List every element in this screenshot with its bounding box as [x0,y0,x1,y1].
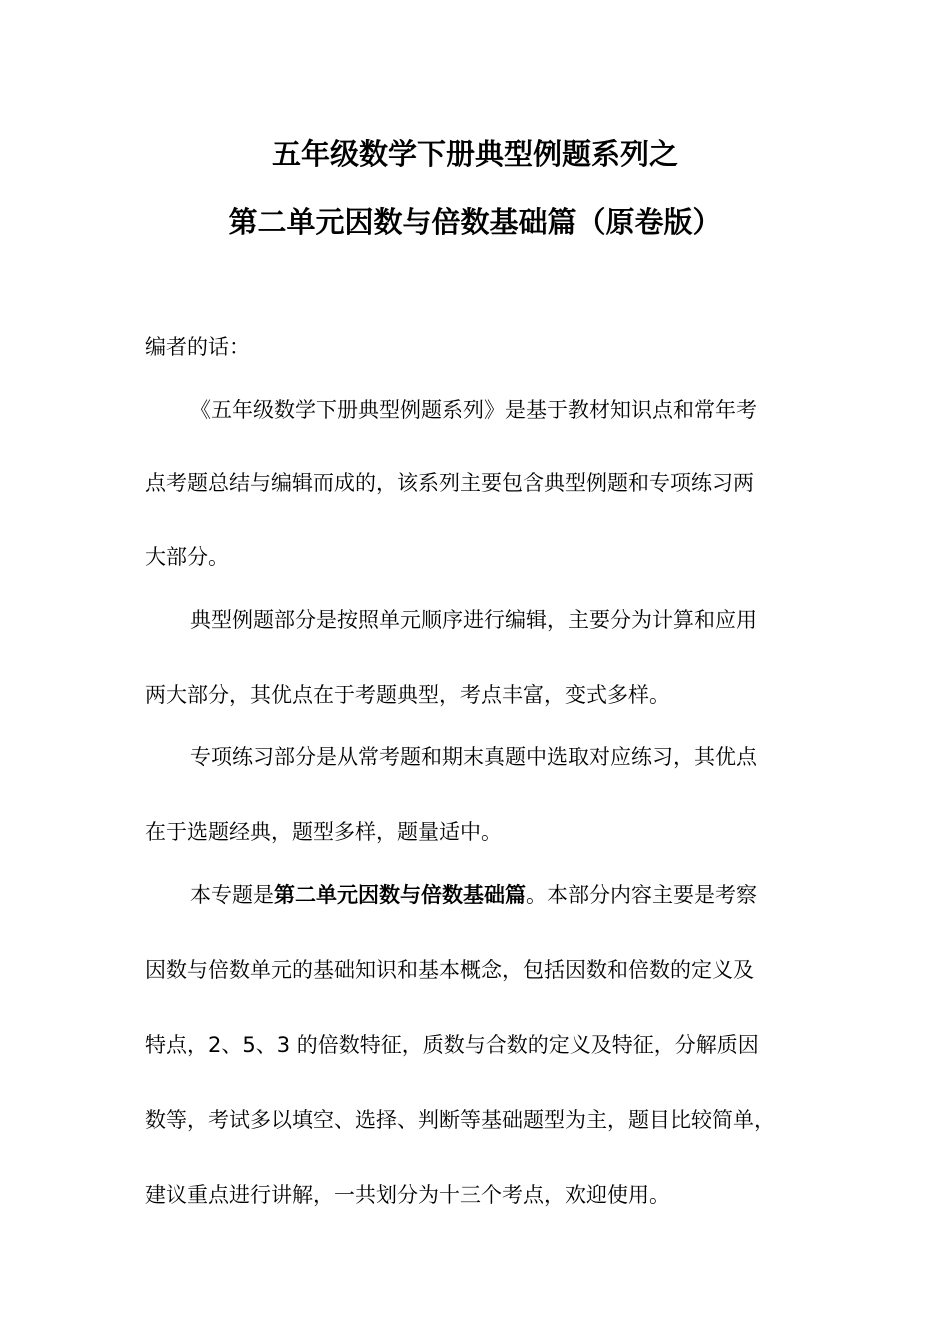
paragraph-3-line-1: 专项练习部分是从常考题和期末真题中选取对应练习，其优点 [190,745,757,769]
paragraph-4-line-2: 因数与倍数单元的基础知识和基本概念，包括因数和倍数的定义及 [145,958,754,982]
editor-note-heading: 编者的话： [145,335,250,359]
paragraph-1-line-2: 点考题总结与编辑而成的，该系列主要包含典型例题和专项练习两 [145,471,754,495]
paragraph-4-line-1 [190,880,757,910]
paragraph-4-topic-bold: 第二单元因数与倍数基础篇 [274,883,526,907]
paragraph-2-line-2: 两大部分，其优点在于考题典型，考点丰富，变式多样。 [145,683,670,707]
paragraph-2-line-1: 典型例题部分是按照单元顺序进行编辑，主要分为计算和应用 [190,608,757,632]
paragraph-4-line-5: 建议重点进行讲解，一共划分为十三个考点，欢迎使用。 [145,1183,670,1207]
paragraph-4-prefix: 本专题是 [190,883,274,907]
document-title-line-1: 五年级数学下册典型例题系列之 [271,137,678,171]
document-title-line-2: 第二单元因数与倍数基础篇（原卷版） [228,205,722,239]
paragraph-3-line-2: 在于选题经典，题型多样，题量适中。 [145,820,502,844]
paragraph-1-line-3: 大部分。 [145,545,229,569]
paragraph-4-line-3: 特点，2、5、3 的倍数特征，质数与合数的定义及特征，分解质因 [145,1033,759,1057]
paragraph-4-suffix: 。本部分内容主要是考察 [526,883,757,907]
paragraph-1-line-1: 《五年级数学下册典型例题系列》是基于教材知识点和常年考 [190,398,757,422]
paragraph-4-line-4: 数等，考试多以填空、选择、判断等基础题型为主，题目比较简单， [145,1108,775,1132]
